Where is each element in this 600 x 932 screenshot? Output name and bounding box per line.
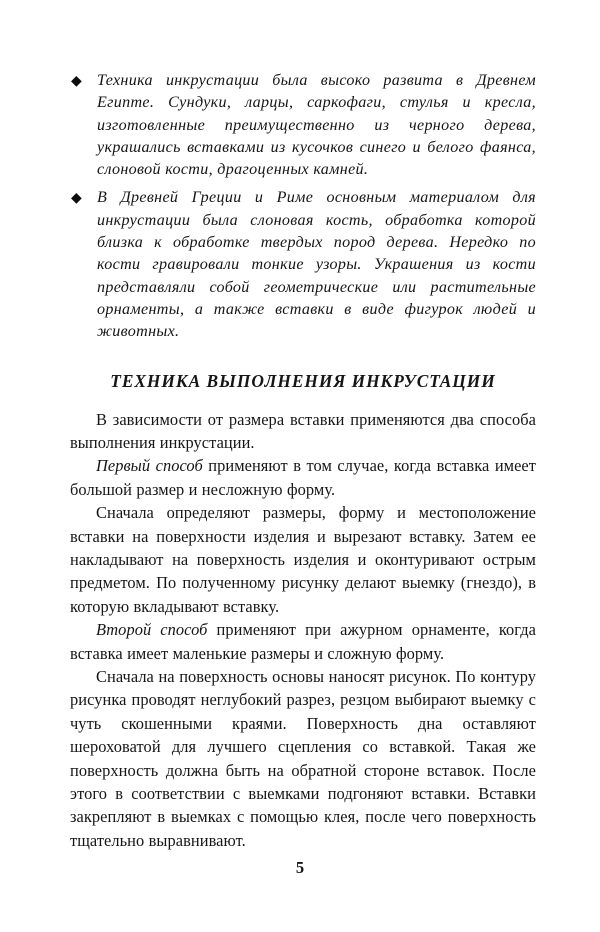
- body-paragraph: [70, 454, 536, 501]
- diamond-bullet-icon: ◆: [71, 190, 83, 206]
- list-item: [70, 70, 536, 181]
- page-number: 5: [295, 858, 305, 877]
- paragraph-text: Сначала на поверхность основы наносят рисунок. По контуру рисунка проводят неглубокий разрез, резцом выбирают выемку с чуть скошенными краями. Поверхность дна оставляют шероховатой для лучшего сцепления со вставкой. Такая же поверхность должна быть на обратной стороне вставок. После этого в соответствии с выемками подгоняют вставки. Вставки закрепляют в выемках с помощью клея, после чего поверхность тщательно выравнивают.: [70, 667, 536, 850]
- body-paragraph: [70, 501, 536, 618]
- diamond-bullet-icon: ◆: [71, 73, 83, 89]
- body-paragraph: [70, 618, 536, 665]
- paragraph-text: Сначала определяют размеры, форму и местоположение вставки на поверхности изделия и вырезают вставку. Затем ее накладывают на поверхность изделия и оконтуривают острым предметом. По полученному рисунку делают выемку (гнездо), в которую вкладывают вставку.: [70, 503, 536, 616]
- paragraph-text: В зависимости от размера вставки применяются два способа выполнения инкрустации.: [70, 409, 536, 452]
- paragraph-text: применяют в том случае, когда вставка имеет большой размер и несложную форму.: [70, 456, 537, 499]
- paragraph-text: применяют при ажурном орнаменте, когда вставка имеет маленькие размеры и сложную форму.: [70, 620, 537, 663]
- body-paragraph: [70, 665, 536, 852]
- body-paragraph: [70, 408, 536, 455]
- list-item: [70, 187, 536, 343]
- section-heading: ТЕХНИКА ВЫПОЛНЕНИЯ ИНКРУСТАЦИИ: [110, 370, 496, 391]
- list-item-text: В Древней Греции и Риме основным материалом для инкрустации была слоновая кость, обработка которой близка к обработке твердых пород дерева. Нередко по кости гравировали тонкие узоры. Украшения из кости представляли собой геометрические или растительные орнаменты, а также вставки в виде фигурок людей и животных.: [97, 189, 536, 341]
- paragraph-lead-in: Второй способ: [96, 620, 208, 640]
- paragraph-lead-in: Первый способ: [96, 456, 203, 476]
- page-content-column: [70, 70, 536, 852]
- list-item-text: Техника инкрустации была высоко развита в Древнем Египте. Сундуки, ларцы, саркофаги, стулья и кресла, изготовленные преимущественно из черного дерева, украшались вставками из кусочков синего и белого фаянса, слоновой кости, драгоценных камней.: [97, 72, 536, 179]
- bulleted-list: [70, 70, 536, 344]
